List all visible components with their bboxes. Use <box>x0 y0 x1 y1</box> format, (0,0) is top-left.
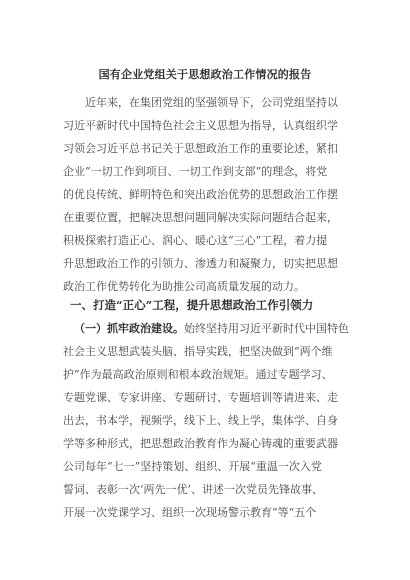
paragraph-line: 社会主义思想武装头脑、指导实践，把坚决做到“两个维 <box>63 345 333 358</box>
subsection-first-line <box>74 322 349 336</box>
paragraph-line: 在重要位置，把解决思想问题同解决实际问题结合起来， <box>63 211 338 224</box>
paragraph-line: 的优良传统、鲜明特色和突出政治优势的思想政治工作摆 <box>63 188 338 201</box>
paragraph-line: 习领会习近平总书记关于思想政治工作的重要论述，紧扣 <box>63 142 338 155</box>
paragraph-line: 习近平新时代中国特色社会主义思想为指导，认真组织学 <box>63 119 338 132</box>
paragraph-line: 出去，书本学，视频学，线下上、线上学，集体学、自身 <box>63 414 338 427</box>
paragraph-line: 专题党课、专家讲座、专题研讨、专题培训等请进来、走 <box>63 391 338 404</box>
paragraph-line: 政治工作优势转化为助推公司高质量发展的动力。 <box>63 280 305 293</box>
paragraph-line: 升思想政治工作的引领力、渗透力和凝聚力，切实把思想 <box>63 257 338 270</box>
paragraph-line: 企业“一切工作到项目、一切工作到支部”的理念，将党 <box>63 165 328 178</box>
subsection-label: （一）抓牢政治建设。 <box>74 322 184 335</box>
paragraph-line: 誓词、表彰一次‘两先一优’、讲述一次党员先锋故事、 <box>63 483 323 496</box>
paragraph-line: 学等多种形式，把思想政治教育作为凝心铸魂的重要武器 <box>63 437 338 450</box>
subsection-text: 始终坚持用习近平新时代中国特色 <box>184 322 349 335</box>
paragraph-line: 公司每年“七一”坚持策划、组织、开展“重温一次入党 <box>63 460 322 473</box>
paragraph-line: 积极探索打造正心、润心、暖心这“三心”工程，着力提 <box>63 234 328 247</box>
document-title: 国有企业党组关于思想政治工作情况的报告 <box>98 68 312 81</box>
paragraph-line: 近年来，在集团党组的坚强领导下，公司党组坚持以 <box>85 96 338 109</box>
paragraph-line: 开展一次党课学习、组织一次现场警示教育”等“五个 <box>63 506 317 519</box>
section-heading: 一、打造“正心”工程，提升思想政治工作引领力 <box>70 298 314 312</box>
paragraph-line: 护”作为最高政治原则和根本政治规矩。通过专题学习、 <box>63 368 333 381</box>
